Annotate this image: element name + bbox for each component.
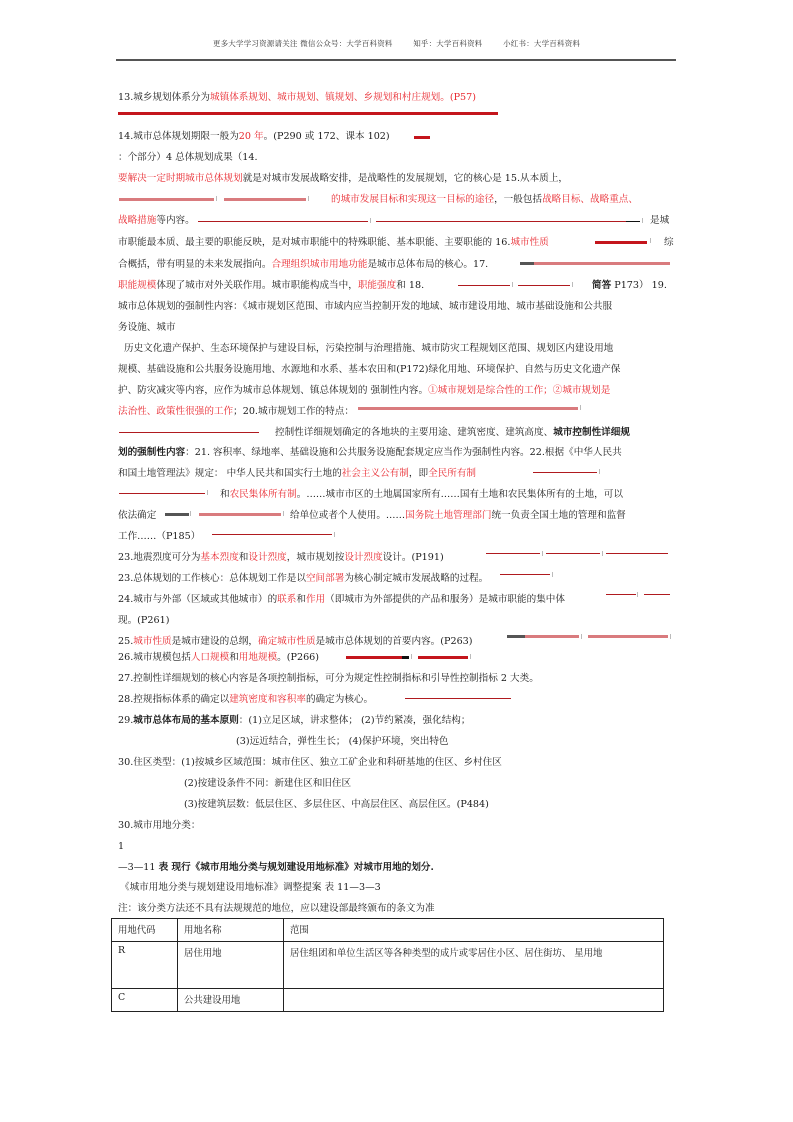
answer-blank-underline <box>525 635 579 638</box>
table-header-row <box>112 919 664 942</box>
answer-blank-underline <box>198 221 368 222</box>
answer-blank-underline <box>533 472 597 473</box>
answer-blank-underline <box>546 553 600 554</box>
answer-blank-underline <box>414 136 430 139</box>
landuse-table <box>111 918 664 1012</box>
header-scope: 范围 <box>284 919 664 942</box>
item-23: 23.地震烈度可分为基本烈度和设计烈度，城市规划按设计烈度设计。(P191) <box>118 552 444 563</box>
item-15: 要解决一定时期城市总体规划就是对城市发展战略安排，是战略性的发展规划，它的核心是 15.从本质上， <box>118 173 569 184</box>
item-30-landuse: 30.城市用地分类： <box>118 820 201 831</box>
header-divider <box>116 59 676 61</box>
table-note: 注：该分类方法还不具有法规规范的地位，应以建设部最终颁布的条文为准 <box>118 903 435 914</box>
answer-blank-underline <box>534 262 670 265</box>
answer-blank-underline <box>212 534 332 535</box>
item-22: 和国土地管理法》规定： 中华人民共和国实行土地的社会主义公有制，即全民所有制 <box>118 468 477 479</box>
answer-blank-underline <box>500 574 550 575</box>
answer-blank-underline <box>606 553 668 554</box>
answer-blank-underline <box>224 198 306 201</box>
header-code: 用地代码 <box>112 919 178 942</box>
answer-blank-underline <box>518 285 570 286</box>
item-28: 28.控规指标体系的确定以建筑密度和容积率的确定为核心。 <box>118 694 374 705</box>
item-14: 14.城市总体规划期限一般为20 年。(P290 或 172、课本 102) <box>118 131 390 142</box>
answer-blank-underline <box>595 241 647 244</box>
item-21: 控制性详细规划确定的各地块的主要用途、建筑密度、建筑高度、城市控制性详细规 <box>275 427 630 438</box>
answer-blank-underline <box>588 635 668 638</box>
answer-blank-underline <box>458 285 510 286</box>
answer-blank-underline <box>358 407 578 410</box>
item-26: 26.城市规模包括人口规模和用地规模。(P266) <box>118 652 320 663</box>
table-row: R 居住用地 居住组团和单位生活区等各种类型的成片或零居住小区、居住街坊、 星用地 <box>112 942 664 989</box>
answer-blank-underline <box>405 698 511 699</box>
answer-blank-underline <box>119 198 214 201</box>
item-29: 29.城市总体布局的基本原则：(1)立足区域，讲求整体； (2)节约紧凑，强化结构； <box>118 715 471 726</box>
item-15-goals: 的城市发展目标和实现这一目标的途径，一般包括战略目标、战略重点、 <box>331 194 638 205</box>
item-19: 城市总体规划的强制性内容：《城市规划区范围、市域内应当控制开发的地域、城市建设用地、城市基础设施和公共服 <box>118 301 613 312</box>
answer-blank-underline <box>376 221 626 222</box>
table-row: C 公共建设用地 <box>112 989 664 1012</box>
item-14-continued: ：个部分）4 总体规划成果（14. <box>118 152 258 163</box>
answer-blank-underline <box>118 112 498 115</box>
item-20: 法治性、政策性很强的工作；20.城市规划工作的特点： <box>118 406 354 417</box>
item-18: 职能规模体现了城市对外关联作用。城市职能构成当中，职能强度和 18. <box>118 280 425 291</box>
answer-blank-underline <box>346 656 402 659</box>
answer-blank-underline <box>486 553 540 554</box>
header-promo: 更多大学学习资源请关注 微信公众号：大学百科资料 <box>212 39 393 48</box>
table-caption: —3—11 表 现行《城市用地分类与规划建设用地标准》对城市用地的划分. <box>118 862 434 873</box>
header-name: 用地名称 <box>178 919 284 942</box>
answer-blank-underline <box>199 513 281 516</box>
table-title: 《城市用地分类与规划建设用地标准》调整提案 表 11—3—3 <box>120 882 381 893</box>
item-13: 13.城乡规划体系分为城镇体系规划、城市规划、镇规划、乡规划和村庄规划。(P57) <box>118 92 477 103</box>
item-23-core: 23.总体规划的工作核心：总体规划工作是以空间部署为核心制定城市发展战略的过程。 <box>118 573 489 584</box>
answer-blank-underline <box>119 493 205 494</box>
item-24: 24.城市与外部（区域或其他城市）的联系和作用（即城市为外部提供的产品和服务）是城市职能的集中体 <box>118 594 565 605</box>
page-marker: 1 <box>118 841 125 852</box>
item-15-measures: 战略措施等内容。 <box>118 215 195 226</box>
item-16: 市职能最本质、最主要的职能反映，是对城市职能中的特殊职能、基本职能、主要职能的 16.城市性质 <box>118 237 549 248</box>
answer-blank-underline <box>119 432 259 433</box>
header-zhihu: 知乎：大学百科资料 <box>413 39 483 48</box>
item-30: 30.住区类型：(1)按城乡区域范围：城市住区、独立工矿企业和科研基地的住区、乡村住区 <box>118 757 502 768</box>
item-27: 27.控制性详细规划的核心内容是各项控制指标，可分为规定性控制指标和引导性控制指标 2 大类。 <box>118 673 539 684</box>
item-16-17: 合概括，带有明显的未来发展指向。合理组织城市用地功能是城市总体布局的核心。17. <box>118 259 489 270</box>
header-xiaohongshu: 小红书：大学百科资料 <box>503 39 581 48</box>
answer-blank-underline <box>644 594 670 595</box>
answer-blank-underline <box>418 656 468 659</box>
answer-blank-underline <box>606 594 636 595</box>
item-25: 25.城市性质是城市建设的总纲，确定城市性质是城市总体规划的首要内容。(P263) <box>118 636 473 647</box>
page-header <box>0 38 793 49</box>
